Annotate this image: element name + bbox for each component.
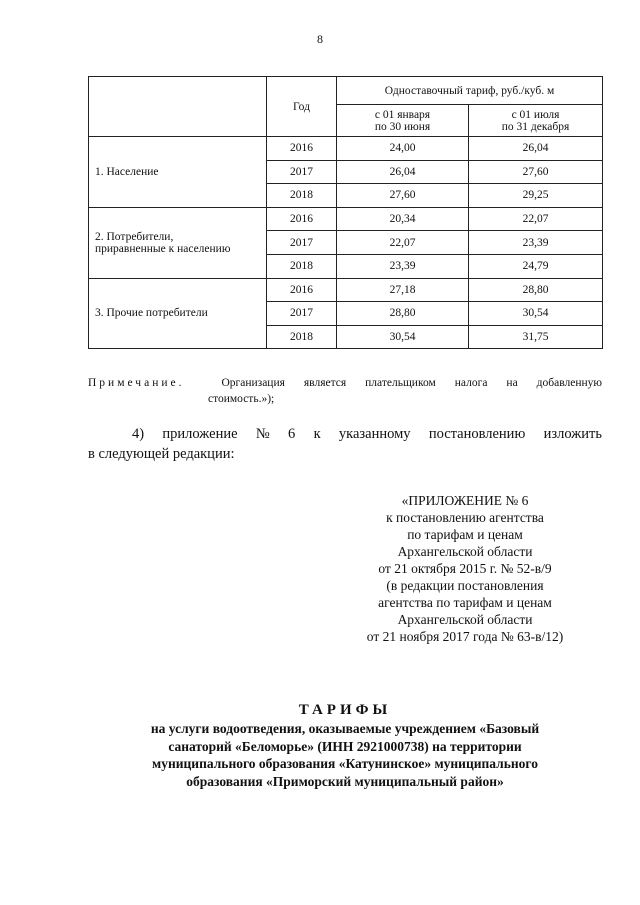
page-number: 8 [317,32,323,46]
heading-title: ТАРИФЫ [298,702,392,718]
tariff-cell: 24,79 [469,254,603,278]
tariff-cell: 26,04 [469,137,603,161]
item-line-2: в следующей редакции: [88,446,235,462]
appendix-header [330,492,600,645]
tariff-cell: 28,80 [469,278,603,302]
table-row [89,278,603,302]
header-period-1: с 01 января по 30 июня [337,105,469,137]
note-word: налога [454,377,488,389]
table-row [89,207,603,231]
category-cell: 1. Население [89,137,267,208]
header-year: Год [267,77,337,137]
header-period-2: с 01 июля по 31 декабря [469,105,603,137]
year-cell: 2017 [267,302,337,326]
year-cell: 2017 [267,160,337,184]
year-cell: 2018 [267,325,337,349]
tariff-cell: 22,07 [469,207,603,231]
note-word: добавленную [536,377,602,389]
tariff-cell: 29,25 [469,184,603,208]
tariff-cell: 27,60 [469,160,603,184]
tariff-cell: 20,34 [337,207,469,231]
note-word: на [506,377,518,389]
appendix-line: от 21 октября 2015 г. № 52-в/9 [378,561,552,576]
year-cell: 2016 [267,207,337,231]
header-category [89,77,267,137]
appendix-line: Архангельской области [397,544,533,559]
year-cell: 2018 [267,254,337,278]
tariff-cell: 30,54 [337,325,469,349]
appendix-line: от 21 ноября 2017 года № 63-в/12) [366,629,564,644]
note-word: является [303,377,347,389]
appendix-line: по тарифам и ценам [407,527,523,542]
tariff-cell: 22,07 [337,231,469,255]
appendix-line: агентства по тарифам и ценам [378,595,552,610]
heading-subtitle-line: образования «Приморский муниципальный район» [186,773,504,789]
year-cell: 2016 [267,137,337,161]
table-row [89,137,603,161]
tariff-cell: 23,39 [469,231,603,255]
item-4-paragraph [88,424,602,464]
note-continuation: стоимость.»); [208,393,275,405]
header-tariff: Одноставочный тариф, руб./куб. м [337,77,603,105]
note-word: плательщиком [365,377,436,389]
tariff-cell: 30,54 [469,302,603,326]
tariff-cell: 28,80 [337,302,469,326]
tariff-cell: 23,39 [337,254,469,278]
item-word: № [255,426,270,442]
category-cell: 3. Прочие потребители [89,278,267,349]
year-cell: 2016 [267,278,337,302]
tariff-cell: 27,18 [337,278,469,302]
year-cell: 2018 [267,184,337,208]
item-word: 4) [132,426,145,442]
heading-subtitle-line: муниципального образования «Катунинское» муниципального [152,756,538,771]
item-word: указанному [338,426,411,442]
appendix-line: «ПРИЛОЖЕНИЕ № 6 [401,493,529,508]
note-label: Примечание. [88,377,185,389]
table-note [88,375,602,407]
document-heading [88,700,602,790]
tariff-cell: 31,75 [469,325,603,349]
year-cell: 2017 [267,231,337,255]
note-word: Организация [221,377,285,389]
tariff-table [88,76,603,349]
item-word: 6 [288,426,296,442]
heading-subtitle-line: санаторий «Беломорье» (ИНН 2921000738) на территории [168,738,522,754]
appendix-line: к постановлению агентства [386,510,544,525]
appendix-line: (в редакции постановления [386,578,544,593]
tariff-cell: 26,04 [337,160,469,184]
tariff-cell: 27,60 [337,184,469,208]
heading-subtitle-line: на услуги водоотведения, оказываемые учреждением «Базовый [150,721,540,736]
item-word: постановлению [428,426,526,442]
appendix-line: Архангельской области [397,612,533,627]
item-word: к [313,426,321,442]
category-cell: 2. Потребители, приравненные к населению [89,207,267,278]
item-word: изложить [543,426,602,442]
tariff-cell: 24,00 [337,137,469,161]
item-word: приложение [162,426,238,442]
